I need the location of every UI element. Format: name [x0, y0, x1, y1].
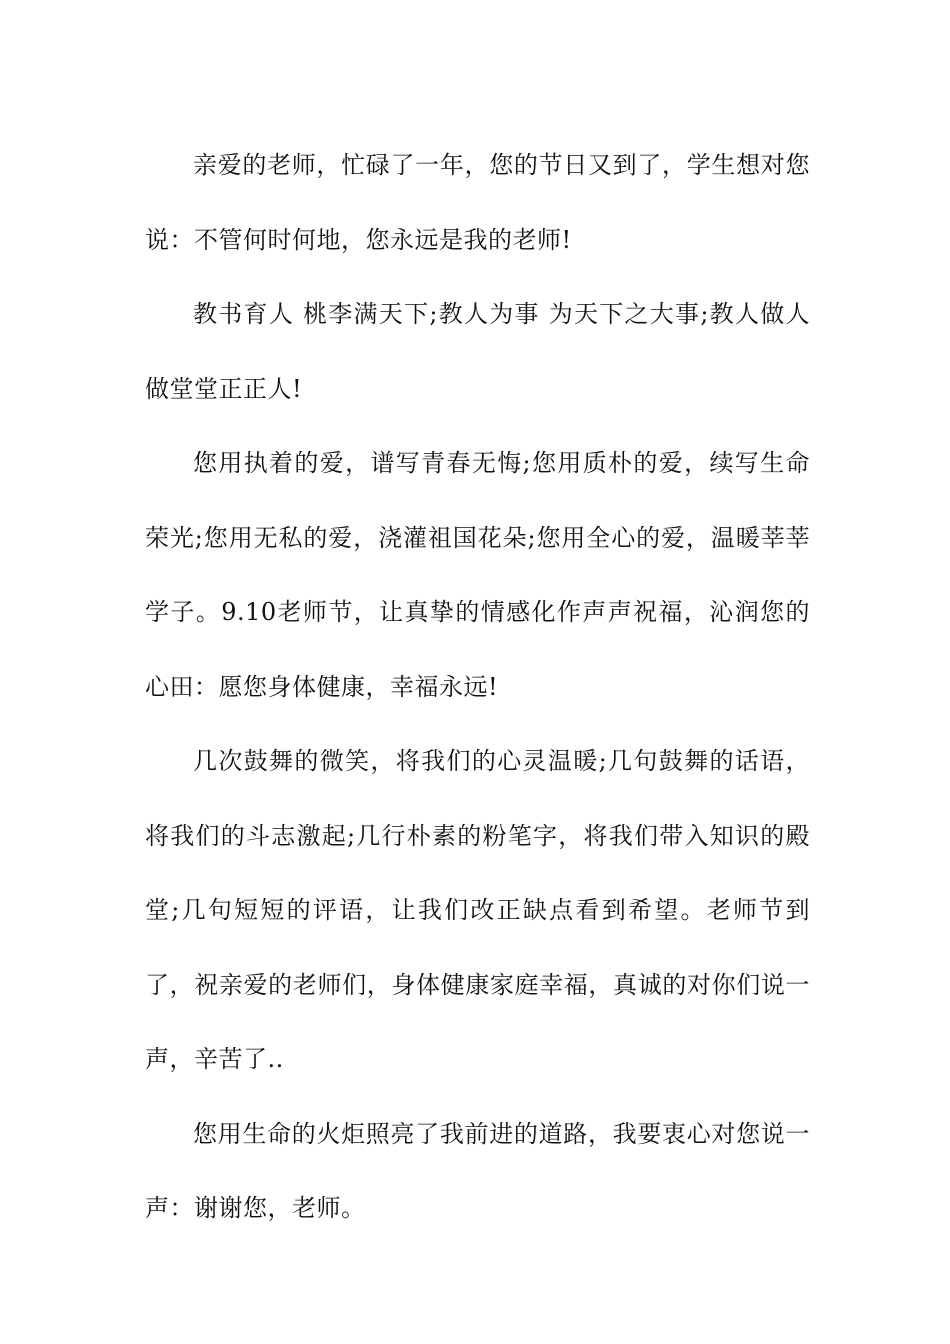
document-body — [145, 128, 810, 1246]
paragraph-2: 教书育人 桃李满天下;教人为事 为天下之大事;教人做人做堂堂正正人! — [145, 300, 810, 403]
paragraph-4: 几次鼓舞的微笑，将我们的心灵温暖;几句鼓舞的话语，将我们的斗志激起;几行朴素的粉笔字，将我们带入知识的殿堂;几句短短的评语，让我们改正缺点看到希望。老师节到了，祝亲爱的老师们，身体健康家庭幸福，真诚的对你们说一声，辛苦了.. — [145, 747, 810, 1073]
paragraph-3: 您用执着的爱，谱写青春无悔;您用质朴的爱，续写生命荣光;您用无私的爱，浇灌祖国花朵;您用全心的爱，温暖莘莘学子。9.10老师节，让真挚的情感化作声声祝福，沁润您的心田：愿您身体健康，幸福永远! — [145, 449, 810, 701]
paragraph-5: 您用生命的火炬照亮了我前进的道路，我要衷心对您说一声：谢谢您，老师。 — [145, 1119, 810, 1222]
paragraph-1: 亲爱的老师，忙碌了一年，您的节日又到了，学生想对您说：不管何时何地，您永远是我的老师! — [145, 151, 810, 254]
